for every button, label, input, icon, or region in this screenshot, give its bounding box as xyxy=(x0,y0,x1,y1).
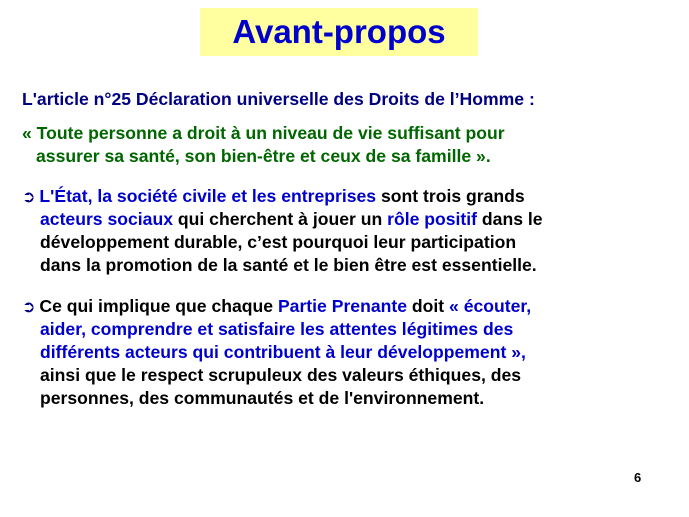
bullet2-line2: aider, comprendre et satisfaire les attentes légitimes des xyxy=(40,319,514,339)
bullet2-line4: ainsi que le respect scrupuleux des valeurs éthiques, des xyxy=(40,365,522,385)
bullet1-text: dans le xyxy=(477,209,543,229)
quote-line-2: assurer sa santé, son bien-être et ceux de sa famille ». xyxy=(36,146,491,166)
arrow-bullet-icon: ➲ xyxy=(22,189,36,206)
bullet1-line1 xyxy=(22,185,525,209)
article-heading: L'article n°25 Déclaration universelle des Droits de l’Homme : xyxy=(22,89,535,109)
quote-line-1: « Toute personne a droit à un niveau de vie suffisant pour xyxy=(22,123,505,143)
bullet1-line2 xyxy=(40,208,543,230)
title-banner xyxy=(200,8,478,56)
arrow-bullet-icon: ➲ xyxy=(22,299,36,316)
bullet1-text: sont trois grands xyxy=(376,186,525,206)
bullet2-text: Ce qui implique que chaque xyxy=(39,296,278,316)
bullet2-line3: différents acteurs qui contribuent à leur développement », xyxy=(40,342,526,362)
bullet1-line3: développement durable, c’est pourquoi leur participation xyxy=(40,232,517,252)
bullet2-line1 xyxy=(22,295,531,319)
bullet1-actors-highlight: L'État, la société civile et les entreprises xyxy=(39,186,377,206)
listen-quote-highlight: « écouter, xyxy=(449,296,532,316)
slide-title: Avant-propos xyxy=(232,13,446,50)
stakeholder-highlight: Partie Prenante xyxy=(277,296,408,316)
bullet2-line5: personnes, des communautés et de l'environnement. xyxy=(40,388,485,408)
bullet2-text: doit xyxy=(407,296,450,316)
bullet1-text: qui cherchent à jouer un xyxy=(173,209,388,229)
bullet1-line4: dans la promotion de la santé et le bien être est essentielle. xyxy=(40,255,537,275)
positive-role-highlight: rôle positif xyxy=(387,209,478,229)
page-number: 6 xyxy=(634,470,642,485)
social-actors-highlight: acteurs sociaux xyxy=(40,209,174,229)
